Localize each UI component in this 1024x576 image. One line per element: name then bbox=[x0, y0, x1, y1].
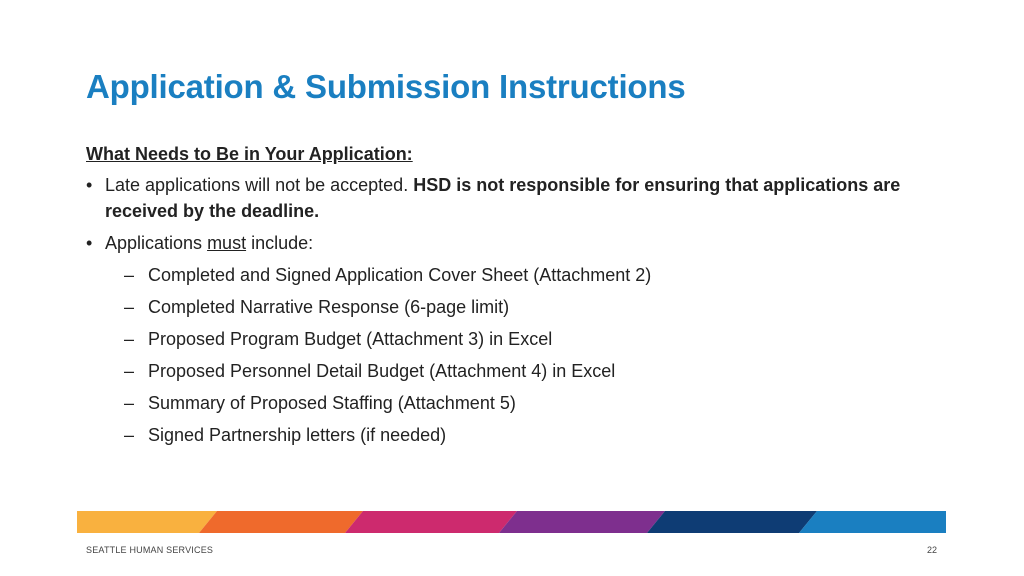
dash-marker: – bbox=[124, 265, 135, 285]
decorative-color-band bbox=[77, 511, 946, 533]
band-segment-magenta bbox=[345, 511, 517, 533]
list-item bbox=[86, 262, 966, 288]
list-item-text: Proposed Program Budget (Attachment 3) in Excel bbox=[148, 329, 553, 349]
slide-body bbox=[86, 141, 966, 454]
dash-marker: – bbox=[124, 297, 135, 317]
list-item bbox=[86, 326, 966, 352]
dash-marker: – bbox=[124, 361, 135, 381]
section-heading: What Needs to Be in Your Application: bbox=[86, 144, 413, 164]
bullet-marker: • bbox=[86, 233, 93, 253]
slide-title: Application & Submission Instructions bbox=[86, 68, 686, 105]
dash-marker: – bbox=[124, 425, 135, 445]
list-item bbox=[86, 390, 966, 416]
list-item-text: Signed Partnership letters (if needed) bbox=[148, 425, 447, 445]
page-number: 22 bbox=[926, 545, 937, 555]
list-item-text: Completed and Signed Application Cover Sheet (Attachment 2) bbox=[148, 265, 652, 285]
list-item bbox=[86, 422, 966, 448]
bullet-text: Late applications will not be accepted. bbox=[105, 175, 414, 195]
band-segment-blue bbox=[799, 511, 946, 533]
bullet-text: Applications bbox=[105, 233, 208, 253]
bullet-text: include: bbox=[246, 233, 314, 253]
band-segment-navy bbox=[647, 511, 817, 533]
bullet-must-include bbox=[86, 230, 966, 256]
list-item-text: Proposed Personnel Detail Budget (Attachment 4) in Excel bbox=[148, 361, 616, 381]
bullet-late-applications bbox=[86, 172, 966, 224]
band-segment-purple bbox=[499, 511, 665, 533]
dash-marker: – bbox=[124, 329, 135, 349]
list-item-text: Summary of Proposed Staffing (Attachment 5) bbox=[148, 393, 516, 413]
band-segment-orange bbox=[199, 511, 363, 533]
bullet-text-bold: HSD is not responsible for ensuring that applications are received by the deadline. bbox=[105, 175, 901, 221]
required-items-list bbox=[86, 262, 966, 448]
bullet-marker: • bbox=[86, 175, 93, 195]
list-item-text: Completed Narrative Response (6-page limit) bbox=[148, 297, 510, 317]
list-item bbox=[86, 294, 966, 320]
bullet-text-underlined: must bbox=[207, 233, 247, 253]
footer-organization: SEATTLE HUMAN SERVICES bbox=[86, 545, 214, 555]
band-segment-yellow bbox=[77, 511, 217, 533]
list-item bbox=[86, 358, 966, 384]
dash-marker: – bbox=[124, 393, 135, 413]
